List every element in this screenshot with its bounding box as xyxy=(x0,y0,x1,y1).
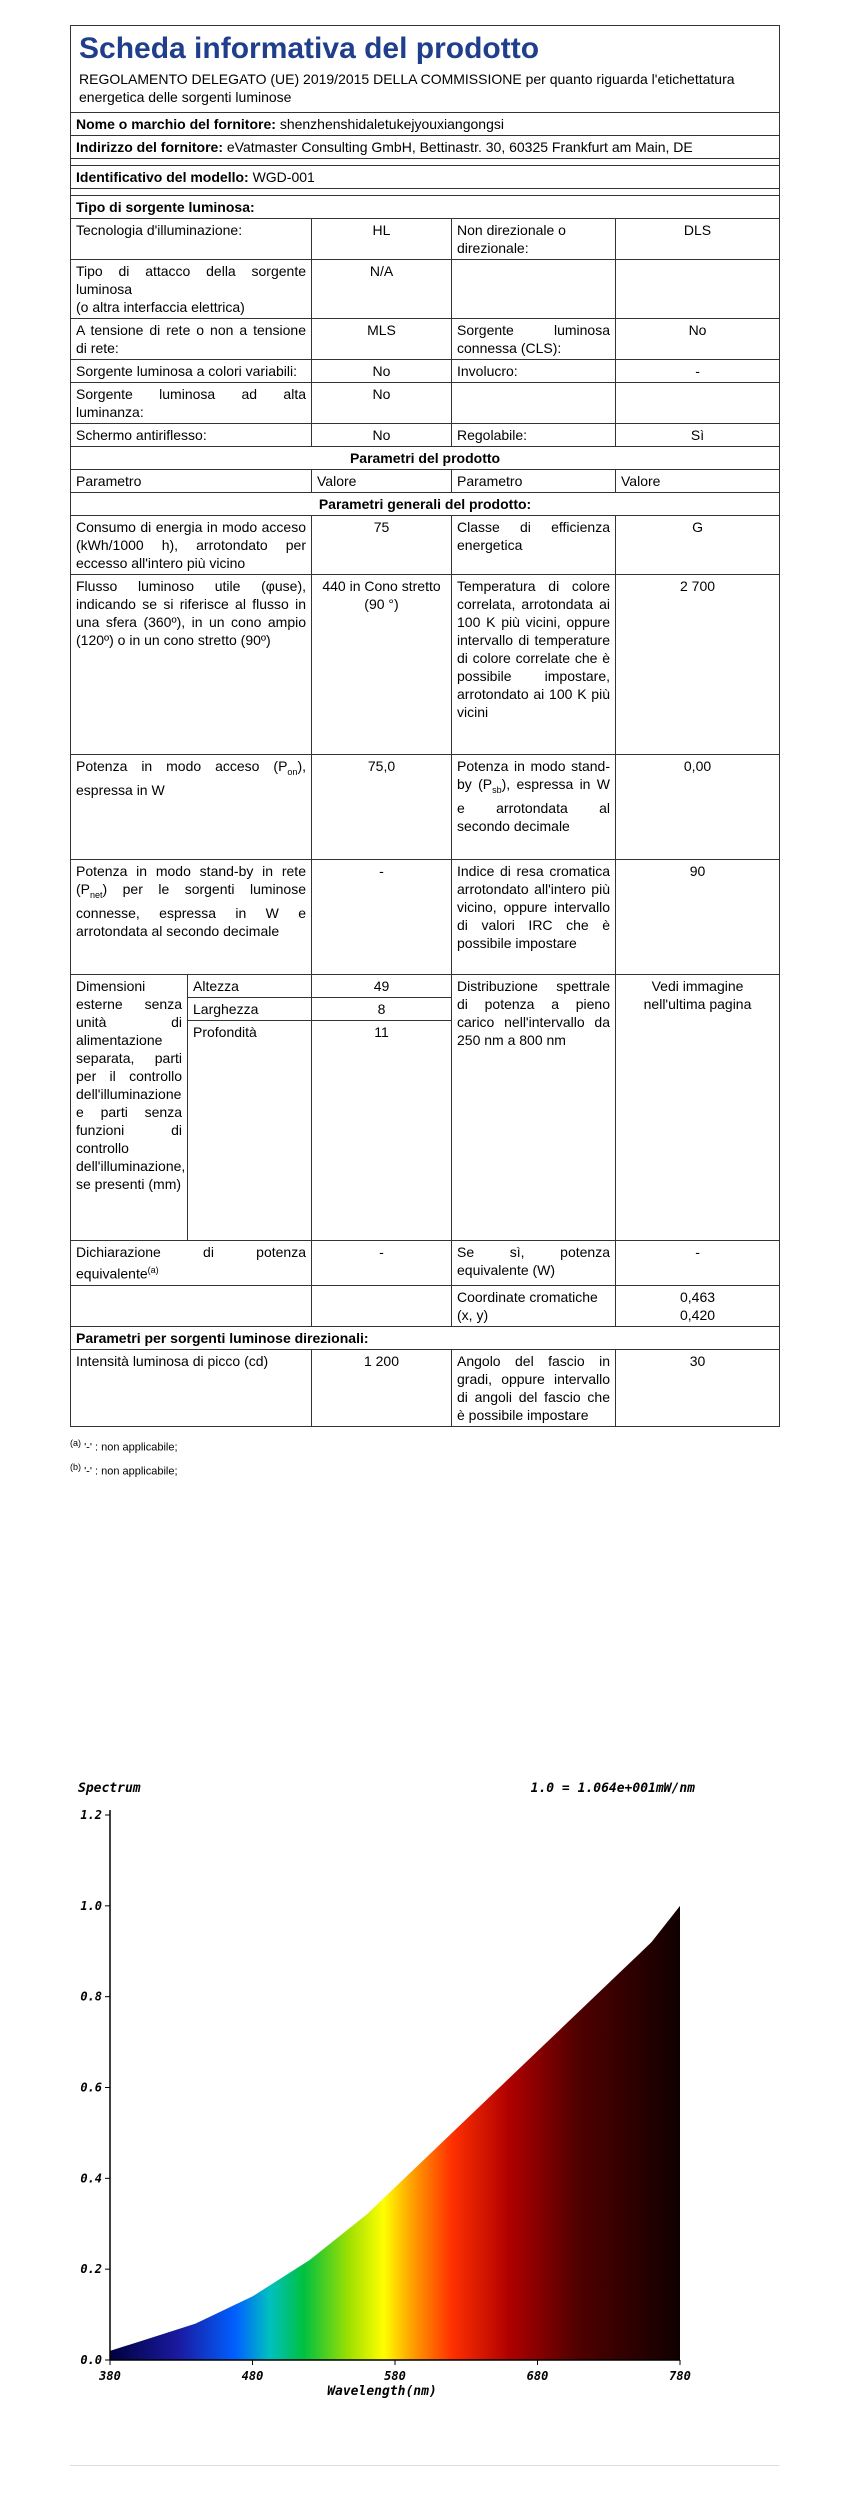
model-row xyxy=(71,166,780,189)
equivalent-power-label: Dichiarazione di potenza equivalente$^{(a)}$ xyxy=(71,1241,312,1286)
nondir-label: Non direzionale o direzionale: xyxy=(452,219,616,260)
energy-label: Consumo di energia in modo acceso (kWh/1000 h), arrotondato per eccesso all'intero più vicino xyxy=(71,516,312,575)
x-tick-label: 380 xyxy=(99,2369,121,2383)
y-tick-label: 0.8 xyxy=(80,1989,102,2004)
flux-label: Flusso luminoso utile (φuse), indicando se si riferisce al flusso in una sfera (360º), in un cono ampio (120º) o in un cono stretto (90º) xyxy=(71,575,312,755)
x-tick-label: 780 xyxy=(669,2369,691,2383)
product-table xyxy=(70,25,780,1427)
tech-value: HL xyxy=(312,219,452,260)
chromaticity-y: 0,420 xyxy=(680,1306,716,1323)
spectrum-chart xyxy=(70,1770,775,2430)
height-value: 49 xyxy=(312,975,452,998)
y-tick-label: 0.2 xyxy=(80,2262,102,2277)
equivalent-power-value: - xyxy=(312,1241,452,1286)
footnote-b: $^{(b)}$ '-' : non applicabile; xyxy=(70,1462,178,1478)
standby-power-label: Potenza in modo stand-by $(P_{sb})$, espressa in W e arrotondata al secondo decimale xyxy=(452,755,616,860)
efficiency-class-label: Classe di efficienza energetica xyxy=(452,516,616,575)
cls-value: No xyxy=(616,319,780,360)
net-standby-value: - xyxy=(312,860,452,975)
y-tick-label: 0.6 xyxy=(80,2080,102,2095)
footnotes xyxy=(70,1433,779,1482)
model-value: WGD-001 xyxy=(252,169,315,185)
source-type-title: Tipo di sorgente luminosa: xyxy=(71,196,780,219)
sheet-title: Scheda informativa del prodotto xyxy=(79,32,540,65)
page-divider xyxy=(70,2465,779,2466)
glare-label: Schermo antiriflesso: xyxy=(71,424,312,447)
cri-label: Indice di resa cromatica arrotondato all'intero più vicino, oppure intervallo di valori IRC che è possibile impostare xyxy=(452,860,616,975)
y-tick-label: 0.0 xyxy=(80,2353,102,2367)
colour-value: No xyxy=(312,360,452,383)
supplier-name-value: shenzhenshidaletukejyouxiangongsi xyxy=(279,116,504,132)
y-tick-label: 0.4 xyxy=(80,2171,102,2186)
equivalent-watt-value: - xyxy=(616,1241,780,1286)
glare-value: No xyxy=(312,424,452,447)
width-value: 8 xyxy=(312,998,452,1021)
chromaticity-x: 0,463 xyxy=(680,1288,716,1305)
supplier-name-label: Nome o marchio del fornitore: xyxy=(76,116,276,132)
chromaticity-value xyxy=(616,1285,780,1326)
y-tick-label: 1.0 xyxy=(80,1898,102,1913)
nondir-value: DLS xyxy=(616,219,780,260)
depth-label: Profondità xyxy=(188,1021,312,1241)
dimmable-value: Sì xyxy=(616,424,780,447)
spd-label: Distribuzione spettrale di potenza a pieno carico nell'intervallo da 250 nm a 800 nm xyxy=(452,975,616,1241)
spectrum-area xyxy=(110,1906,680,2360)
mains-value: MLS xyxy=(312,319,452,360)
on-power-value: 75,0 xyxy=(312,755,452,860)
socket-label-line1: Tipo di attacco della sorgente luminosa xyxy=(76,263,306,297)
col-value-2: Valore xyxy=(616,470,780,493)
socket-label xyxy=(71,260,312,319)
params-title: Parametri del prodotto xyxy=(71,447,780,470)
envelope-value: - xyxy=(616,360,780,383)
tech-label: Tecnologia d'illuminazione: xyxy=(71,219,312,260)
col-param-1: Parametro xyxy=(71,470,312,493)
chart-title: Spectrum xyxy=(78,1781,141,1796)
envelope-label: Involucro: xyxy=(452,360,616,383)
net-standby-label: Potenza in modo stand-by in rete $(P_{net})$ per le sorgenti luminose connesse, espressa in W e arrotondata al secondo decimale xyxy=(71,860,312,975)
supplier-address-value: eVatmaster Consulting GmbH, Bettinastr. 30, 60325 Frankfurt am Main, DE xyxy=(226,139,693,155)
peak-intensity-label: Intensità luminosa di picco (cd) xyxy=(71,1349,312,1426)
flux-value: 440 in Cono stretto (90 °) xyxy=(312,575,452,755)
supplier-address-row xyxy=(71,136,780,159)
depth-value: 11 xyxy=(312,1021,452,1241)
footnote-a: $^{(a)}$ '-' : non applicabile; xyxy=(70,1437,178,1454)
standby-power-value: 0,00 xyxy=(616,755,780,860)
dimensions-label: Dimensioni esterne senza unità di alimentazione separata, parti per il controllo dell'illuminazione e parti senza funzioni di controllo dell'illuminazione, se presenti (mm) xyxy=(71,975,188,1241)
equivalent-watt-label: Se sì, potenza equivalente (W) xyxy=(452,1241,616,1286)
regulation-text: REGOLAMENTO DELEGATO (UE) 2019/2015 DELLA COMMISSIONE per quanto riguarda l'etichettatura energetica delle sorgenti luminose xyxy=(79,71,735,105)
beam-angle-label: Angolo del fascio in gradi, oppure intervallo di angoli del fascio che è possibile impostare xyxy=(452,1349,616,1426)
energy-value: 75 xyxy=(312,516,452,575)
spd-value: Vedi immagine nell'ultima pagina xyxy=(616,975,780,1241)
x-tick-label: 480 xyxy=(241,2369,264,2383)
cri-value: 90 xyxy=(616,860,780,975)
on-power-label: Potenza in modo acceso $(P_{on})$, espressa in W xyxy=(71,755,312,860)
chart-scale-note: 1.0 = 1.064e+001mW/nm xyxy=(530,1781,695,1796)
dimmable-label: Regolabile: xyxy=(452,424,616,447)
high-luminance-label: Sorgente luminosa ad alta luminanza: xyxy=(71,383,312,424)
beam-angle-value: 30 xyxy=(616,1349,780,1426)
socket-value: N/A xyxy=(312,260,452,319)
x-tick-label: 580 xyxy=(384,2369,406,2383)
model-label: Identificativo del modello: xyxy=(76,169,249,185)
product-information-sheet xyxy=(70,25,779,1482)
high-luminance-value: No xyxy=(312,383,452,424)
header-cell xyxy=(71,26,780,113)
efficiency-class-value: G xyxy=(616,516,780,575)
chromaticity-label: Coordinate cromatiche (x, y) xyxy=(452,1285,616,1326)
cct-value: 2 700 xyxy=(616,575,780,755)
socket-label-line2: (o altra interfaccia elettrica) xyxy=(76,299,245,315)
x-axis-label: Wavelength(nm) xyxy=(327,2384,437,2399)
x-tick-label: 680 xyxy=(526,2369,549,2383)
y-tick-label: 1.2 xyxy=(80,1808,102,1822)
cct-label: Temperatura di colore correlata, arrotondata ai 100 K più vicini, oppure intervallo di temperature di colore correlate che è possibile impostare, arrotondato ai 100 K più vicini xyxy=(452,575,616,755)
width-label: Larghezza xyxy=(188,998,312,1021)
col-param-2: Parametro xyxy=(452,470,616,493)
general-params-title: Parametri generali del prodotto: xyxy=(71,493,780,516)
col-value-1: Valore xyxy=(312,470,452,493)
height-label: Altezza xyxy=(188,975,312,998)
cls-label: Sorgente luminosa connessa (CLS): xyxy=(452,319,616,360)
peak-intensity-value: 1 200 xyxy=(312,1349,452,1426)
colour-label: Sorgente luminosa a colori variabili: xyxy=(71,360,312,383)
directional-title: Parametri per sorgenti luminose direzionali: xyxy=(71,1326,780,1349)
plot-area xyxy=(80,1808,691,2383)
supplier-name-row xyxy=(71,113,780,136)
supplier-address-label: Indirizzo del fornitore: xyxy=(76,139,223,155)
mains-label: A tensione di rete o non a tensione di rete: xyxy=(71,319,312,360)
